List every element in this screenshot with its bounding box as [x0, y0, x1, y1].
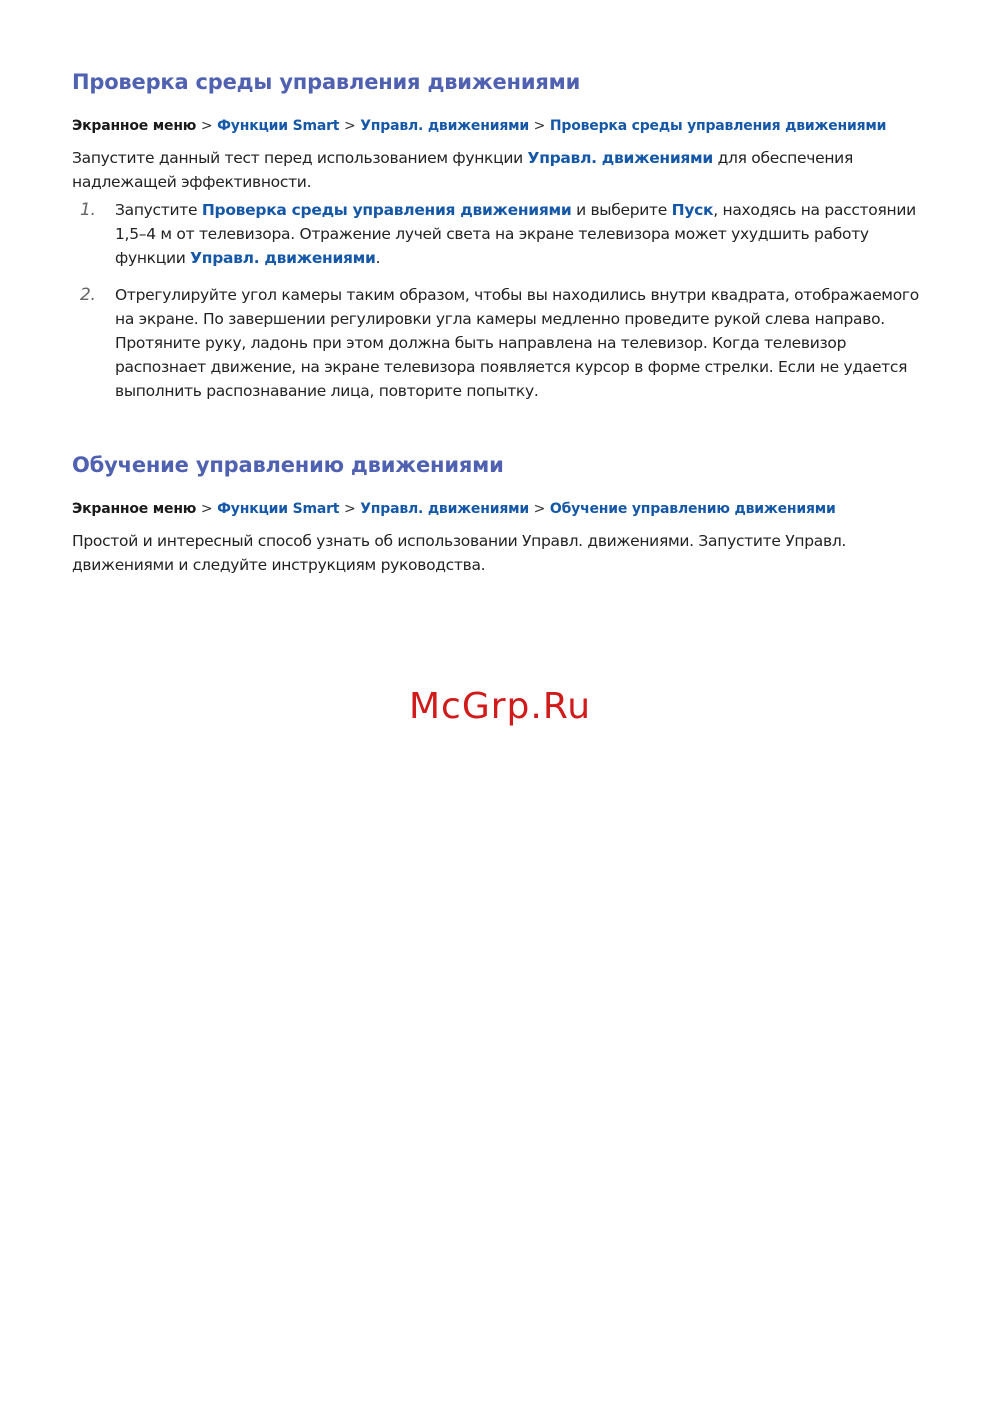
menu-path-root: Экранное меню — [72, 118, 197, 134]
section-title-motion-training: Обучение управлению движениями — [72, 453, 504, 477]
menu-path-item-smart-functions: Функции Smart — [217, 501, 340, 517]
menu-path-separator: > — [343, 501, 356, 517]
menu-path-separator: > — [343, 118, 356, 134]
step-highlight-motion-control: Управл. движениями — [190, 249, 376, 267]
menu-path-item-motion-control: Управл. движениями — [360, 118, 529, 134]
step-2 — [72, 283, 934, 403]
step-1 — [72, 198, 934, 270]
step-number: 1. — [80, 200, 96, 220]
step-text: Запустите — [115, 201, 202, 219]
menu-path-separator: > — [200, 501, 213, 517]
watermark: McGrp.Ru — [408, 686, 592, 727]
menu-path-breadcrumb — [72, 118, 886, 134]
intro-text: Запустите данный тест перед использованием функции — [72, 149, 528, 167]
menu-path-item-environment-test: Проверка среды управления движениями — [549, 118, 887, 134]
menu-path-item-motion-training: Обучение управлению движениями — [549, 501, 836, 517]
section-title-motion-environment-test: Проверка среды управления движениями — [72, 70, 581, 94]
menu-path-separator: > — [533, 501, 546, 517]
menu-path-breadcrumb — [72, 501, 836, 517]
step-text: . — [375, 249, 381, 267]
intro-highlight: Управл. движениями — [527, 149, 713, 167]
step-highlight-test-name: Проверка среды управления движениями — [201, 201, 572, 219]
menu-path-separator: > — [200, 118, 213, 134]
step-highlight-start: Пуск — [671, 201, 714, 219]
menu-path-item-smart-functions: Функции Smart — [217, 118, 340, 134]
menu-path-item-motion-control: Управл. движениями — [360, 501, 529, 517]
step-text: , находясь на расстоянии 1,5–4 м от телевизора. Отражение лучей света на экране телевизора может ухудшить работу функции — [115, 201, 916, 267]
training-paragraph: Простой и интересный способ узнать об использовании Управл. движениями. Запустите Управл. движениями и следуйте инструкциям руководства. — [72, 532, 847, 574]
intro-paragraph — [72, 146, 934, 194]
menu-path-root: Экранное меню — [72, 501, 197, 517]
menu-path-separator: > — [533, 118, 546, 134]
intro-text-end: для обеспечения надлежащей эффективности. — [72, 149, 853, 191]
step-text: Отрегулируйте угол камеры таким образом, чтобы вы находились внутри квадрата, отображаемого на экране. По завершении регулировки угла камеры медленно проведите рукой слева направо. Протяните руку, ладонь при этом должна быть направлена на телевизор. Когда телевизор распознает движение, на экране телевизора появляется курсор в форме стрелки. Если не удается выполнить распознавание лица, повторите попытку. — [115, 286, 919, 400]
step-text: и выберите — [571, 201, 672, 219]
step-number: 2. — [80, 285, 96, 305]
